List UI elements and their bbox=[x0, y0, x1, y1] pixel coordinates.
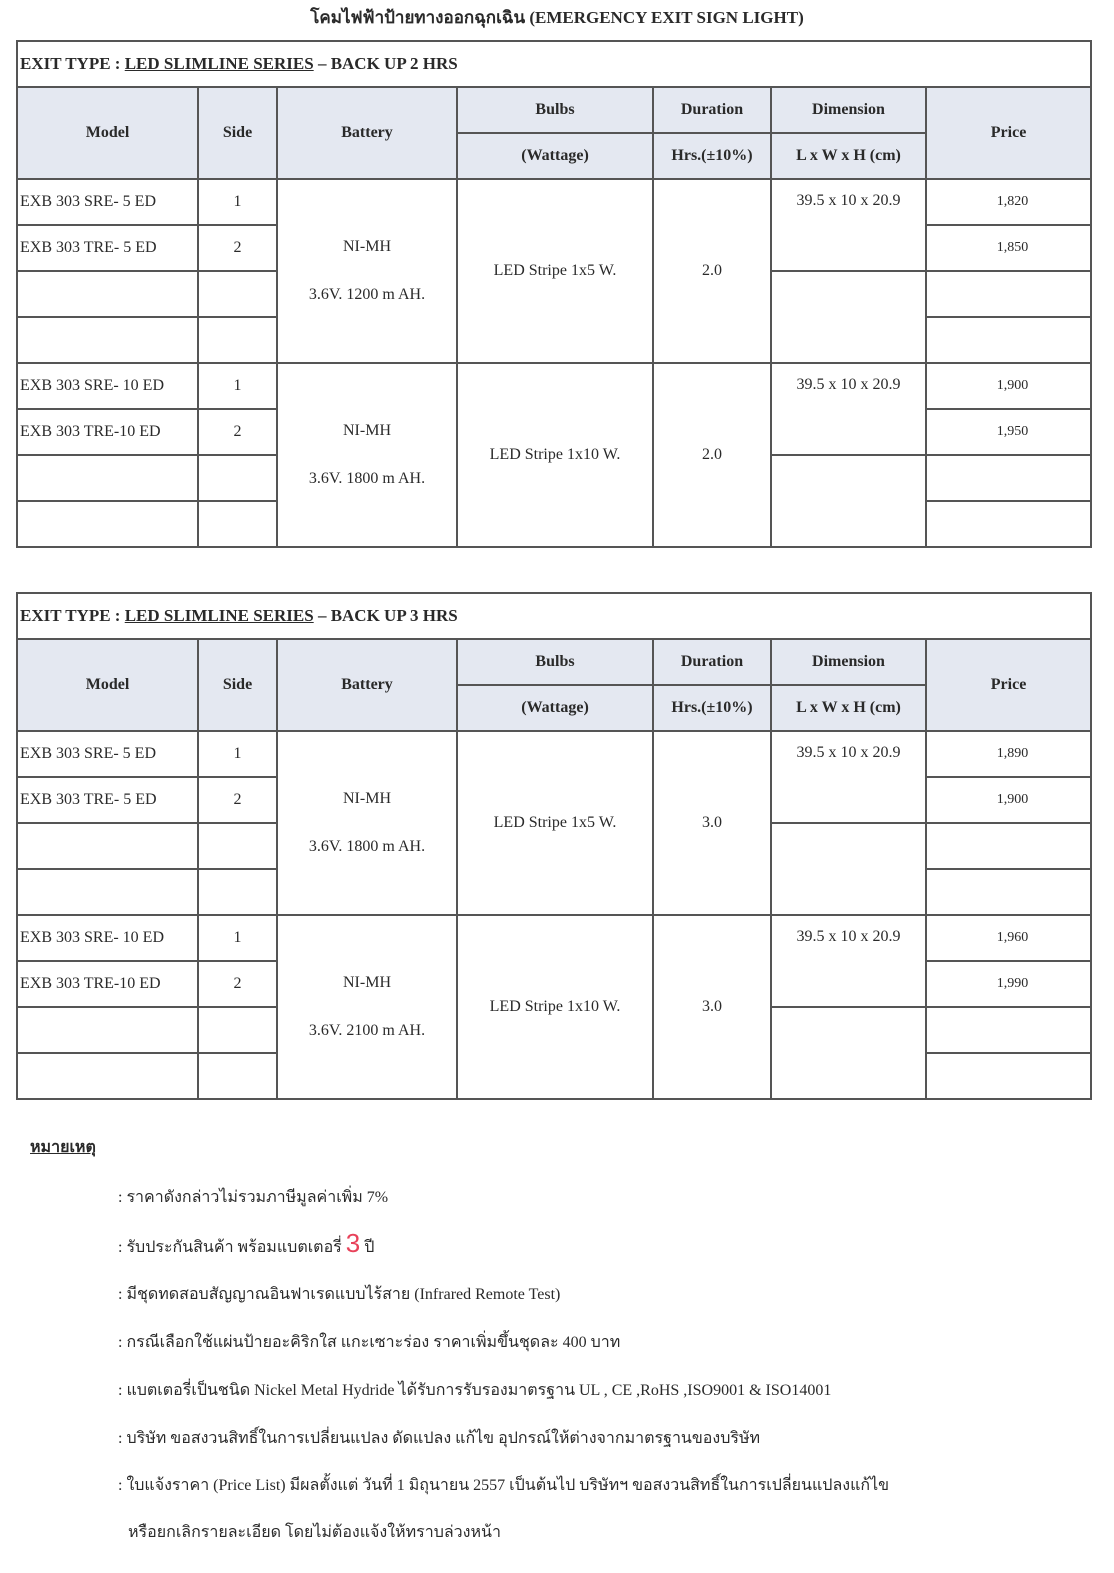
title-prefix: EXIT TYPE : bbox=[20, 606, 121, 625]
battery-cell bbox=[277, 363, 457, 547]
header-duration: Duration bbox=[653, 87, 771, 133]
side-cell: 2 bbox=[198, 225, 277, 271]
side-cell bbox=[198, 869, 277, 915]
price-cell bbox=[926, 1007, 1091, 1053]
dimension-cell-empty bbox=[771, 455, 926, 547]
model-cell bbox=[17, 455, 198, 501]
note-text: : รับประกันสินค้า พร้อมแบตเตอรี่ bbox=[118, 1239, 342, 1256]
battery-cell bbox=[277, 731, 457, 915]
header-dimension: Dimension bbox=[771, 639, 926, 685]
header-bulbs: Bulbs bbox=[457, 87, 653, 133]
model-cell: EXB 303 SRE- 5 ED bbox=[17, 179, 198, 225]
battery-spec: 3.6V. 1800 m AH. bbox=[308, 470, 426, 487]
battery-spec: 3.6V. 1200 m AH. bbox=[308, 286, 426, 303]
header-lwh: L x W x H (cm) bbox=[771, 133, 926, 179]
series-name: LED SLIMLINE SERIES bbox=[124, 606, 314, 625]
duration-cell: 3.0 bbox=[653, 915, 771, 1099]
series-name: LED SLIMLINE SERIES bbox=[124, 54, 314, 73]
model-cell bbox=[17, 501, 198, 547]
header-battery: Battery bbox=[277, 639, 457, 731]
header-lwh: L x W x H (cm) bbox=[771, 685, 926, 731]
battery-cell bbox=[277, 179, 457, 363]
dimension-cell-empty bbox=[771, 271, 926, 363]
note-item bbox=[128, 1520, 501, 1545]
model-cell: EXB 303 SRE- 5 ED bbox=[17, 731, 198, 777]
table-row bbox=[17, 179, 1091, 225]
model-cell bbox=[17, 823, 198, 869]
header-duration: Duration bbox=[653, 639, 771, 685]
price-cell: 1,820 bbox=[926, 179, 1091, 225]
price-cell: 1,900 bbox=[926, 363, 1091, 409]
header-hrs: Hrs.(±10%) bbox=[653, 133, 771, 179]
model-cell: EXB 303 TRE- 5 ED bbox=[17, 225, 198, 271]
note-text: หรือยกเลิกรายละเอียด โดยไม่ต้องแจ้งให้ทราบล่วงหน้า bbox=[128, 1524, 501, 1541]
table-title bbox=[17, 593, 1091, 639]
table-row bbox=[17, 363, 1091, 409]
warranty-unit: ปี bbox=[364, 1239, 375, 1256]
battery-spec: 3.6V. 1800 m AH. bbox=[308, 838, 426, 855]
price-cell bbox=[926, 501, 1091, 547]
price-cell: 1,950 bbox=[926, 409, 1091, 455]
side-cell: 2 bbox=[198, 409, 277, 455]
header-model: Model bbox=[17, 639, 198, 731]
battery-spec: 3.6V. 2100 m AH. bbox=[308, 1022, 426, 1039]
price-cell bbox=[926, 317, 1091, 363]
bulbs-cell: LED Stripe 1x5 W. bbox=[457, 731, 653, 915]
price-cell bbox=[926, 1053, 1091, 1099]
notes-heading: หมายเหตุ bbox=[30, 1139, 96, 1156]
price-cell bbox=[926, 455, 1091, 501]
side-cell bbox=[198, 1053, 277, 1099]
warranty-years: 3 bbox=[345, 1228, 361, 1258]
bulbs-cell: LED Stripe 1x10 W. bbox=[457, 363, 653, 547]
battery-type: NI-MH bbox=[343, 974, 391, 991]
header-price: Price bbox=[926, 87, 1091, 179]
price-cell: 1,990 bbox=[926, 961, 1091, 1007]
dimension-cell: 39.5 x 10 x 20.9 bbox=[771, 731, 926, 823]
side-cell bbox=[198, 501, 277, 547]
note-text: : ราคาดังกล่าวไม่รวมภาษีมูลค่าเพิ่ม 7% bbox=[118, 1189, 389, 1206]
notes-section bbox=[30, 1135, 96, 1160]
price-cell bbox=[926, 271, 1091, 317]
header-battery: Battery bbox=[277, 87, 457, 179]
side-cell: 2 bbox=[198, 961, 277, 1007]
model-cell: EXB 303 SRE- 10 ED bbox=[17, 915, 198, 961]
header-hrs: Hrs.(±10%) bbox=[653, 685, 771, 731]
price-cell: 1,900 bbox=[926, 777, 1091, 823]
header-dimension: Dimension bbox=[771, 87, 926, 133]
price-cell bbox=[926, 869, 1091, 915]
price-cell: 1,960 bbox=[926, 915, 1091, 961]
note-item bbox=[118, 1330, 620, 1355]
side-cell bbox=[198, 1007, 277, 1053]
duration-cell: 2.0 bbox=[653, 363, 771, 547]
dimension-cell: 39.5 x 10 x 20.9 bbox=[771, 179, 926, 271]
note-text: : กรณีเลือกใช้แผ่นป้ายอะคิริกใส แกะเซาะร่อง ราคาเพิ่มขึ้นชุดละ 400 บาท bbox=[118, 1334, 621, 1351]
note-item bbox=[118, 1282, 560, 1307]
model-cell bbox=[17, 1007, 198, 1053]
title-prefix: EXIT TYPE : bbox=[20, 54, 121, 73]
model-cell: EXB 303 SRE- 10 ED bbox=[17, 363, 198, 409]
dimension-cell-empty bbox=[771, 1007, 926, 1099]
note-item bbox=[118, 1473, 889, 1498]
header-wattage: (Wattage) bbox=[457, 133, 653, 179]
table-row bbox=[17, 915, 1091, 961]
side-cell: 1 bbox=[198, 731, 277, 777]
price-table bbox=[16, 40, 1092, 548]
side-cell: 1 bbox=[198, 363, 277, 409]
duration-cell: 2.0 bbox=[653, 179, 771, 363]
duration-cell: 3.0 bbox=[653, 731, 771, 915]
model-cell bbox=[17, 869, 198, 915]
side-cell bbox=[198, 317, 277, 363]
model-cell: EXB 303 TRE-10 ED bbox=[17, 961, 198, 1007]
backup-label: – BACK UP 2 HRS bbox=[317, 54, 458, 73]
battery-type: NI-MH bbox=[343, 422, 391, 439]
header-model: Model bbox=[17, 87, 198, 179]
dimension-cell: 39.5 x 10 x 20.9 bbox=[771, 363, 926, 455]
side-cell bbox=[198, 271, 277, 317]
model-cell bbox=[17, 1053, 198, 1099]
header-price: Price bbox=[926, 639, 1091, 731]
dimension-cell: 39.5 x 10 x 20.9 bbox=[771, 915, 926, 1007]
model-cell bbox=[17, 271, 198, 317]
side-cell: 2 bbox=[198, 777, 277, 823]
note-text: : บริษัท ขอสงวนสิทธิ์ในการเปลี่ยนแปลง ดัดแปลง แก้ไข อุปกรณ์ให้ต่างจากมาตรฐานของบริษัท bbox=[118, 1430, 761, 1447]
price-table bbox=[16, 592, 1092, 1100]
backup-label: – BACK UP 3 HRS bbox=[317, 606, 458, 625]
model-cell: EXB 303 TRE-10 ED bbox=[17, 409, 198, 455]
table-title bbox=[17, 41, 1091, 87]
battery-cell bbox=[277, 915, 457, 1099]
model-cell bbox=[17, 317, 198, 363]
header-bulbs: Bulbs bbox=[457, 639, 653, 685]
note-item bbox=[118, 1228, 374, 1260]
note-text: : ใบแจ้งราคา (Price List) มีผลตั้งแต่ วันที่ 1 มิถุนายน 2557 เป็นต้นไป บริษัทฯ ขอสงวนสิทธิ์ในการเปลี่ยนแปลงแก้ไข bbox=[118, 1477, 890, 1494]
note-item bbox=[118, 1185, 388, 1210]
model-cell: EXB 303 TRE- 5 ED bbox=[17, 777, 198, 823]
dimension-cell-empty bbox=[771, 823, 926, 915]
bulbs-cell: LED Stripe 1x5 W. bbox=[457, 179, 653, 363]
bulbs-cell: LED Stripe 1x10 W. bbox=[457, 915, 653, 1099]
note-text: : มีชุดทดสอบสัญญาณอินฟาเรดแบบไร้สาย (Infrared Remote Test) bbox=[118, 1286, 561, 1303]
side-cell: 1 bbox=[198, 915, 277, 961]
note-item bbox=[118, 1378, 831, 1403]
note-item bbox=[118, 1426, 760, 1451]
header-side: Side bbox=[198, 87, 277, 179]
table-row bbox=[17, 731, 1091, 777]
side-cell: 1 bbox=[198, 179, 277, 225]
side-cell bbox=[198, 823, 277, 869]
header-side: Side bbox=[198, 639, 277, 731]
battery-type: NI-MH bbox=[343, 790, 391, 807]
price-cell bbox=[926, 823, 1091, 869]
price-cell: 1,850 bbox=[926, 225, 1091, 271]
battery-type: NI-MH bbox=[343, 238, 391, 255]
header-wattage: (Wattage) bbox=[457, 685, 653, 731]
side-cell bbox=[198, 455, 277, 501]
note-text: : แบตเตอรี่เป็นชนิด Nickel Metal Hydride ได้รับการรับรองมาตรฐาน UL , CE ,RoHS ,ISO9001 & ISO14001 bbox=[118, 1382, 832, 1399]
page-title: โคมไฟฟ้าป้ายทางออกฉุกเฉิน (EMERGENCY EXIT SIGN LIGHT) bbox=[310, 8, 804, 27]
price-cell: 1,890 bbox=[926, 731, 1091, 777]
